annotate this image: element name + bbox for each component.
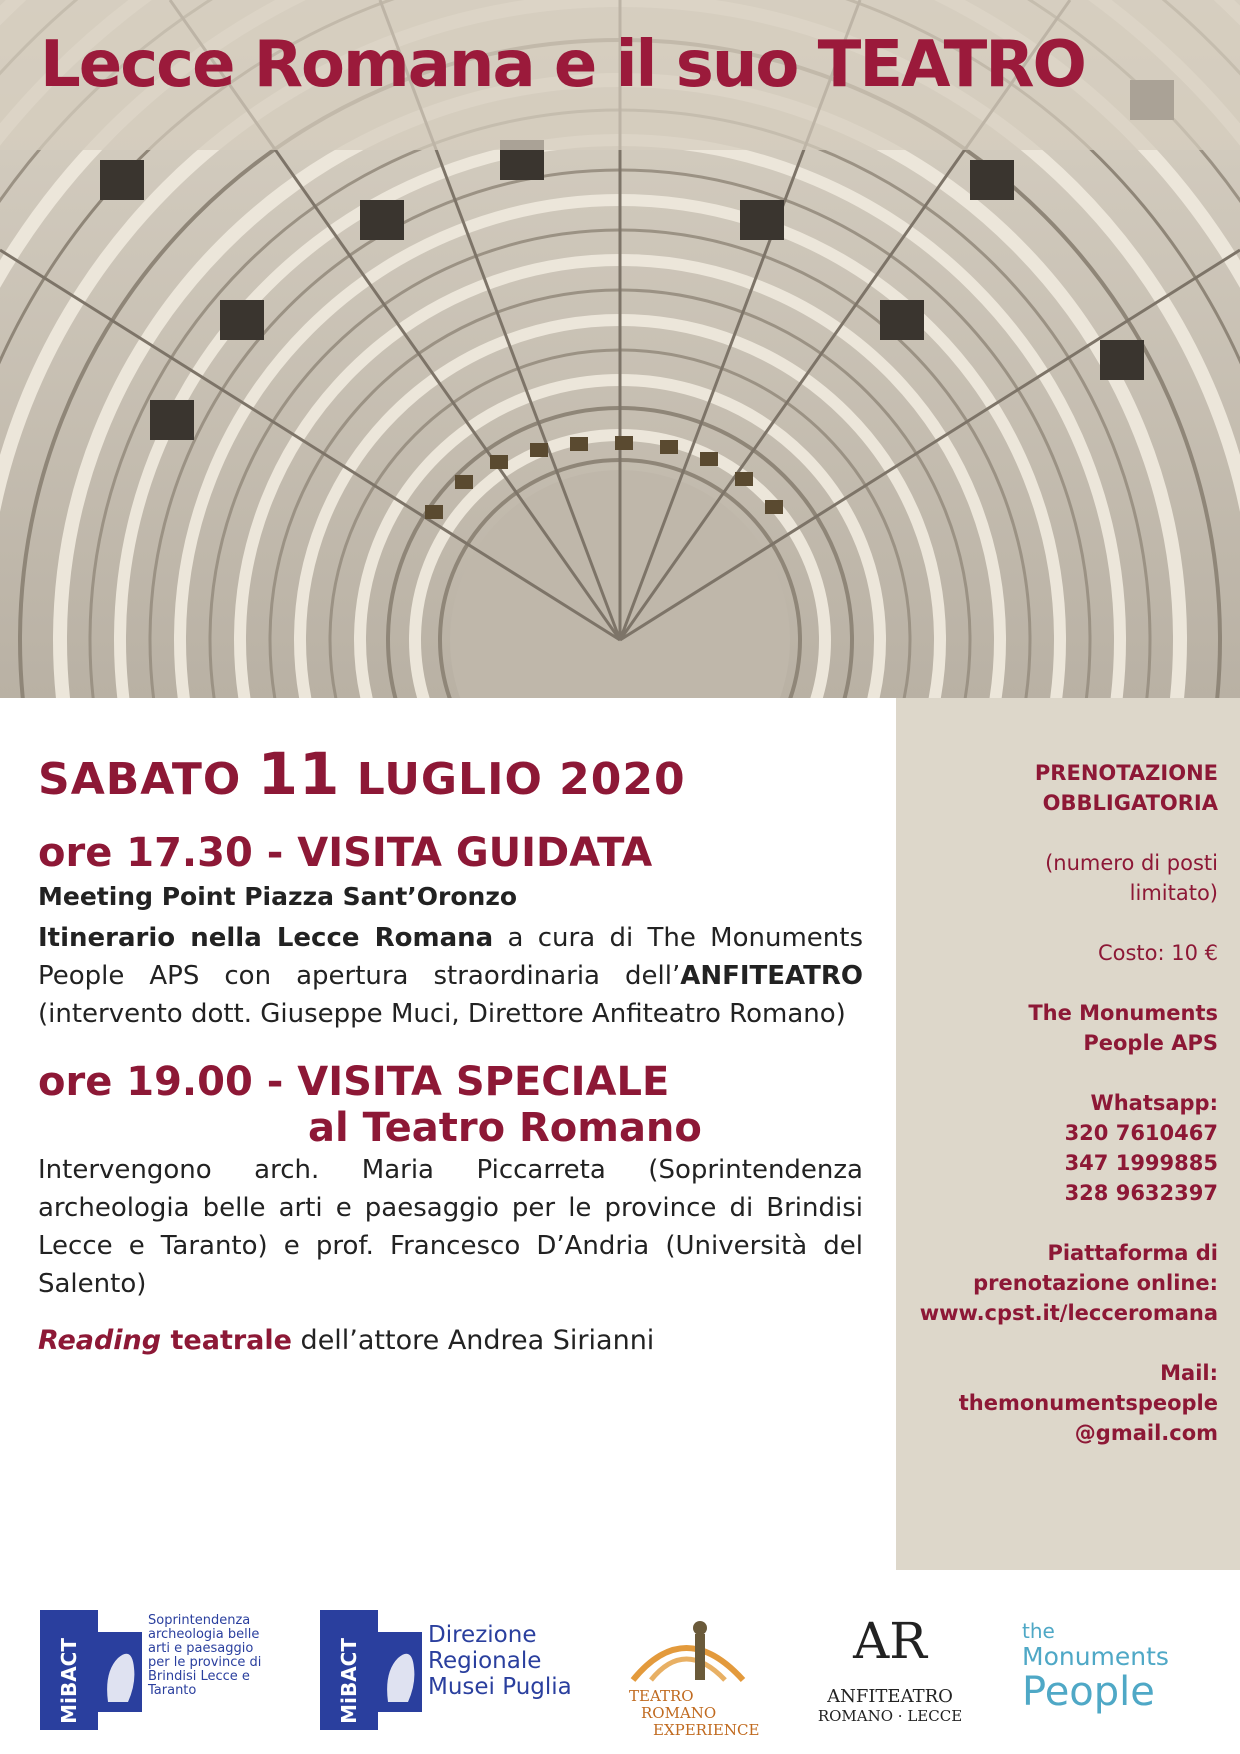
bust-icon <box>98 1632 142 1712</box>
visit1-text1: a cura di The Monuments People APS con apertura straordinaria dell’ <box>38 923 863 991</box>
org-line1: The Monuments <box>1028 1001 1218 1025</box>
anf-line1: ANFITEATRO <box>827 1686 953 1707</box>
anf-line2: ROMANO · LECCE <box>817 1707 963 1725</box>
reading-rest: dell’attore Andrea Sirianni <box>291 1325 655 1356</box>
logo-anfiteatro <box>810 1610 970 1730</box>
mail-label: Mail: <box>1160 1361 1218 1385</box>
visit1-text2: (intervento dott. Giuseppe Muci, Direttore Anfiteatro Romano) <box>38 999 846 1029</box>
visit1-bold2: ANFITEATRO <box>680 961 863 991</box>
teatro-text: TEATRO ROMANO EXPERIENCE <box>629 1687 760 1739</box>
event-details <box>38 740 863 1356</box>
visit2-description: Intervengono arch. Maria Piccarreta (Soprintendenza archeologia belle arti e paesaggio per le province di Brindisi Lecce e Taranto) e prof. Francesco D’Andria (Università del Salento) <box>38 1155 863 1299</box>
tmp-line2: Monuments <box>1022 1642 1169 1671</box>
booking-sidebar <box>896 698 1240 1570</box>
phone-1[interactable]: 320 7610467 <box>1064 1121 1218 1145</box>
mibac-mark: MiBACT <box>40 1610 98 1730</box>
bust-icon-2 <box>378 1632 422 1712</box>
hero-theatre-photo <box>0 0 1240 698</box>
meeting-point: Meeting Point Piazza Sant’Oronzo <box>38 882 518 911</box>
cost: Costo: 10 € <box>1097 941 1218 965</box>
anf-mark: AR <box>853 1612 927 1670</box>
booking-line2: OBBLIGATORIA <box>1042 791 1218 815</box>
visit1-description <box>38 919 863 1033</box>
mibac-mark-2: MiBACT <box>320 1610 378 1730</box>
visit1-bold1: Itinerario nella Lecce Romana <box>38 923 494 953</box>
poster-title: Lecce Romana e il suo TEATRO <box>40 28 1085 102</box>
org-line2: People APS <box>1083 1031 1218 1055</box>
limited-line2: limitato) <box>1129 881 1218 905</box>
limited-line1: (numero di posti <box>1045 851 1218 875</box>
platform-line1: Piattaforma di <box>1047 1241 1218 1265</box>
date-month-year: LUGLIO 2020 <box>356 754 686 805</box>
logo-soprintendenza <box>40 1610 280 1730</box>
visit2-heading-line2: al Teatro Romano <box>308 1105 702 1151</box>
booking-line1: PRENOTAZIONE <box>1034 761 1218 785</box>
mail-line2[interactable]: @gmail.com <box>1074 1421 1218 1445</box>
reading-italic: Reading <box>38 1325 162 1356</box>
date-number: 11 <box>257 740 341 808</box>
visit2-heading-line1: ore 19.00 - VISITA SPECIALE <box>38 1059 670 1105</box>
direzione-text: Direzione Regionale Musei Puglia <box>428 1622 572 1700</box>
mail-line1[interactable]: themonumentspeople <box>958 1391 1218 1415</box>
theatre-arch-icon <box>625 1610 755 1686</box>
logo-direzione <box>320 1610 600 1730</box>
soprintendenza-text: Soprintendenza archeologia belle arti e paesaggio per le province di Brindisi Lecce e Taranto <box>148 1613 262 1698</box>
tmp-line3: People <box>1022 1669 1155 1715</box>
logo-teatro-romano-experience <box>625 1610 760 1739</box>
event-date <box>38 740 863 808</box>
tmp-line1: the <box>1022 1619 1055 1643</box>
reading-bold: teatrale <box>161 1325 292 1356</box>
phone-2[interactable]: 347 1999885 <box>1064 1151 1218 1175</box>
whatsapp-label: Whatsapp: <box>1090 1091 1218 1115</box>
logo-the-monuments-people <box>1022 1618 1202 1738</box>
platform-line2: prenotazione online: <box>973 1271 1218 1295</box>
booking-url[interactable]: www.cpst.it/lecceromana <box>919 1301 1218 1325</box>
phone-3[interactable]: 328 9632397 <box>1064 1181 1218 1205</box>
date-day: SABATO <box>38 754 242 805</box>
visit1-heading: ore 17.30 - VISITA GUIDATA <box>38 830 653 876</box>
reading-line <box>38 1325 863 1356</box>
sponsor-logos <box>0 1580 1240 1754</box>
